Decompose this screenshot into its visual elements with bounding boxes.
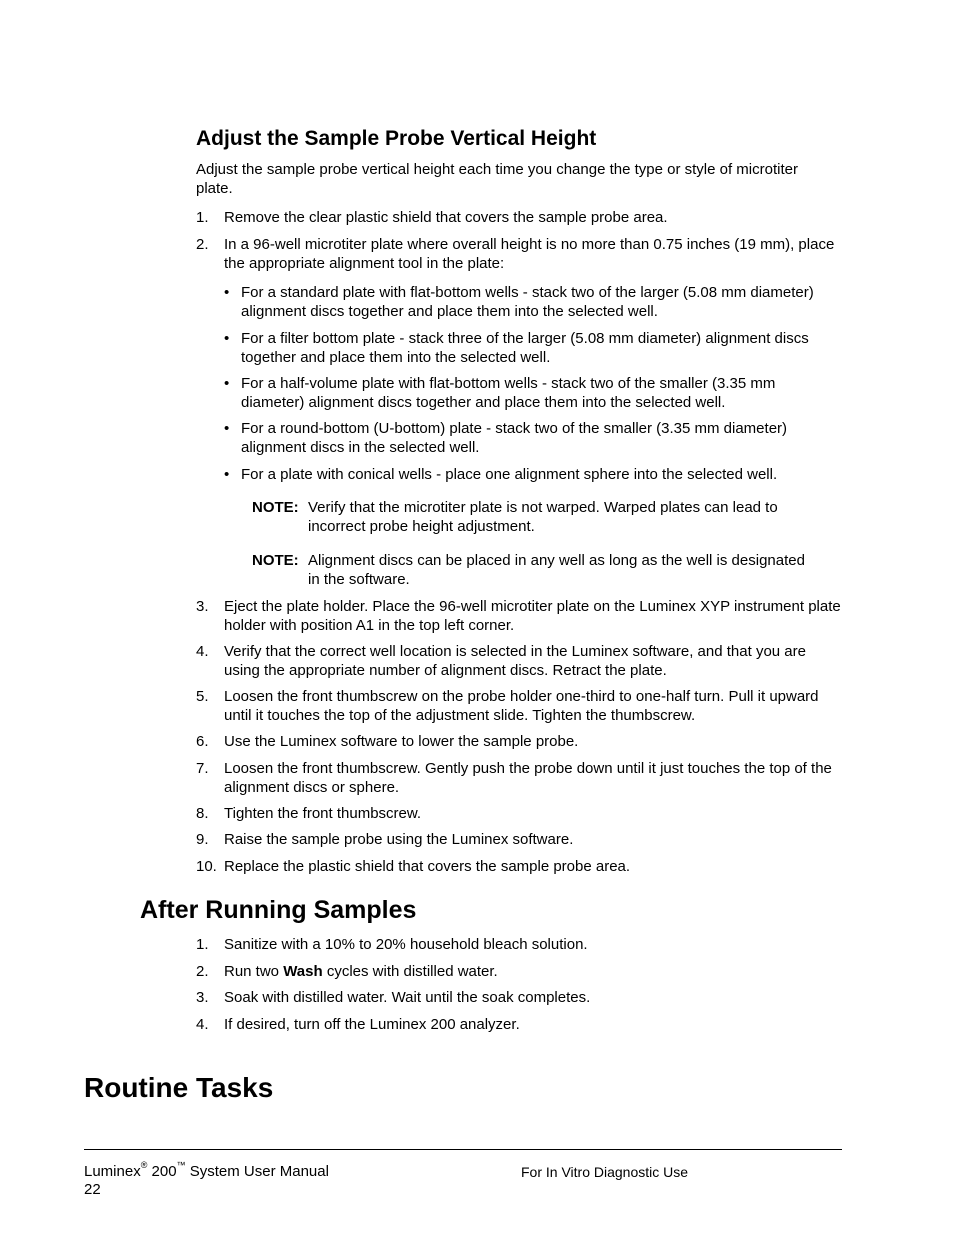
bullet-text: For a round-bottom (U-bottom) plate - stack two of the smaller (3.35 mm diameter) alignment discs in the selected well. (241, 420, 788, 456)
step-text: Tighten the front thumbscrew. (224, 805, 422, 822)
note-label: NOTE: (252, 499, 299, 516)
step-text: Sanitize with a 10% to 20% household bleach solution. (224, 936, 588, 953)
step-text: Verify that the correct well location is selected in the Luminex software, and that you are using the appropriate number of alignment discs. Retract the plate. (224, 643, 806, 679)
wash-term: Wash (283, 963, 323, 980)
bullet-text: For a half-volume plate with flat-bottom wells - stack two of the smaller (3.35 mm diameter) alignment discs together and place them into the selected well. (241, 375, 776, 411)
step-text: Raise the sample probe using the Luminex software. (224, 831, 574, 848)
step-text: Eject the plate holder. Place the 96-well microtiter plate on the Luminex XYP instrument plate holder with position A1 in the top left corner. (224, 598, 841, 634)
step-text: Loosen the front thumbscrew. Gently push the probe down until it just touches the top of the alignment discs or sphere. (224, 760, 832, 796)
step-number: 7. (196, 760, 209, 777)
bullet-text: For a standard plate with flat-bottom wells - stack two of the larger (5.08 mm diameter) alignment discs together and place them into the selected well. (241, 284, 814, 320)
step-number: 3. (196, 598, 209, 615)
step-number: 4. (196, 1016, 209, 1033)
bullet-marker: • (224, 330, 230, 347)
bullet-marker: • (224, 375, 230, 392)
step-number: 1. (196, 209, 209, 226)
page-number: 22 (84, 1181, 101, 1198)
step-text: Loosen the front thumbscrew on the probe holder one-third to one-half turn. Pull it upward until it touches the top of the adjustment slide. Tighten the thumbscrew. (224, 688, 819, 724)
step-text: If desired, turn off the Luminex 200 analyzer. (224, 1016, 520, 1033)
probe-intro-paragraph: Adjust the sample probe vertical height each time you change the type or style of microtiter plate. (196, 161, 798, 197)
bullet-text: For a filter bottom plate - stack three of the larger (5.08 mm diameter) alignment discs together and place them into the selected well. (241, 330, 809, 366)
step-text: Use the Luminex software to lower the sample probe. (224, 733, 579, 750)
footer-use-statement: For In Vitro Diagnostic Use (521, 1164, 689, 1180)
note-text: Alignment discs can be placed in any well as long as the well is designated in the software. (308, 552, 805, 588)
step-number: 4. (196, 643, 209, 660)
footer-manual-title: Luminex® 200™ System User Manual (84, 1160, 329, 1180)
note-text: Verify that the microtiter plate is not warped. Warped plates can lead to incorrect probe height adjustment. (308, 499, 778, 535)
bullet-marker: • (224, 284, 230, 301)
step-number: 8. (196, 805, 209, 822)
bullet-marker: • (224, 466, 230, 483)
step-text: Remove the clear plastic shield that covers the sample probe area. (224, 209, 668, 226)
step-number: 9. (196, 831, 209, 848)
note-label: NOTE: (252, 552, 299, 569)
bullet-text: For a plate with conical wells - place one alignment sphere into the selected well. (241, 466, 778, 483)
step-number: 2. (196, 963, 209, 980)
step-number: 10. (196, 858, 217, 875)
bullet-marker: • (224, 420, 230, 437)
section-heading-after-running: After Running Samples (140, 896, 417, 924)
step-number: 5. (196, 688, 209, 705)
step-number: 1. (196, 936, 209, 953)
step-text: Run two Wash cycles with distilled water. (224, 963, 498, 980)
step-text: Replace the plastic shield that covers the sample probe area. (224, 858, 631, 875)
step-number: 2. (196, 236, 209, 253)
step-number: 6. (196, 733, 209, 750)
step-number: 3. (196, 989, 209, 1006)
step-text: Soak with distilled water. Wait until the soak completes. (224, 989, 591, 1006)
footer-divider (84, 1149, 842, 1150)
section-heading-probe-height: Adjust the Sample Probe Vertical Height (196, 127, 597, 150)
step-text: In a 96-well microtiter plate where overall height is no more than 0.75 inches (19 mm), place the appropriate alignment tool in the plate: (224, 236, 835, 272)
chapter-heading-routine-tasks: Routine Tasks (84, 1072, 274, 1103)
